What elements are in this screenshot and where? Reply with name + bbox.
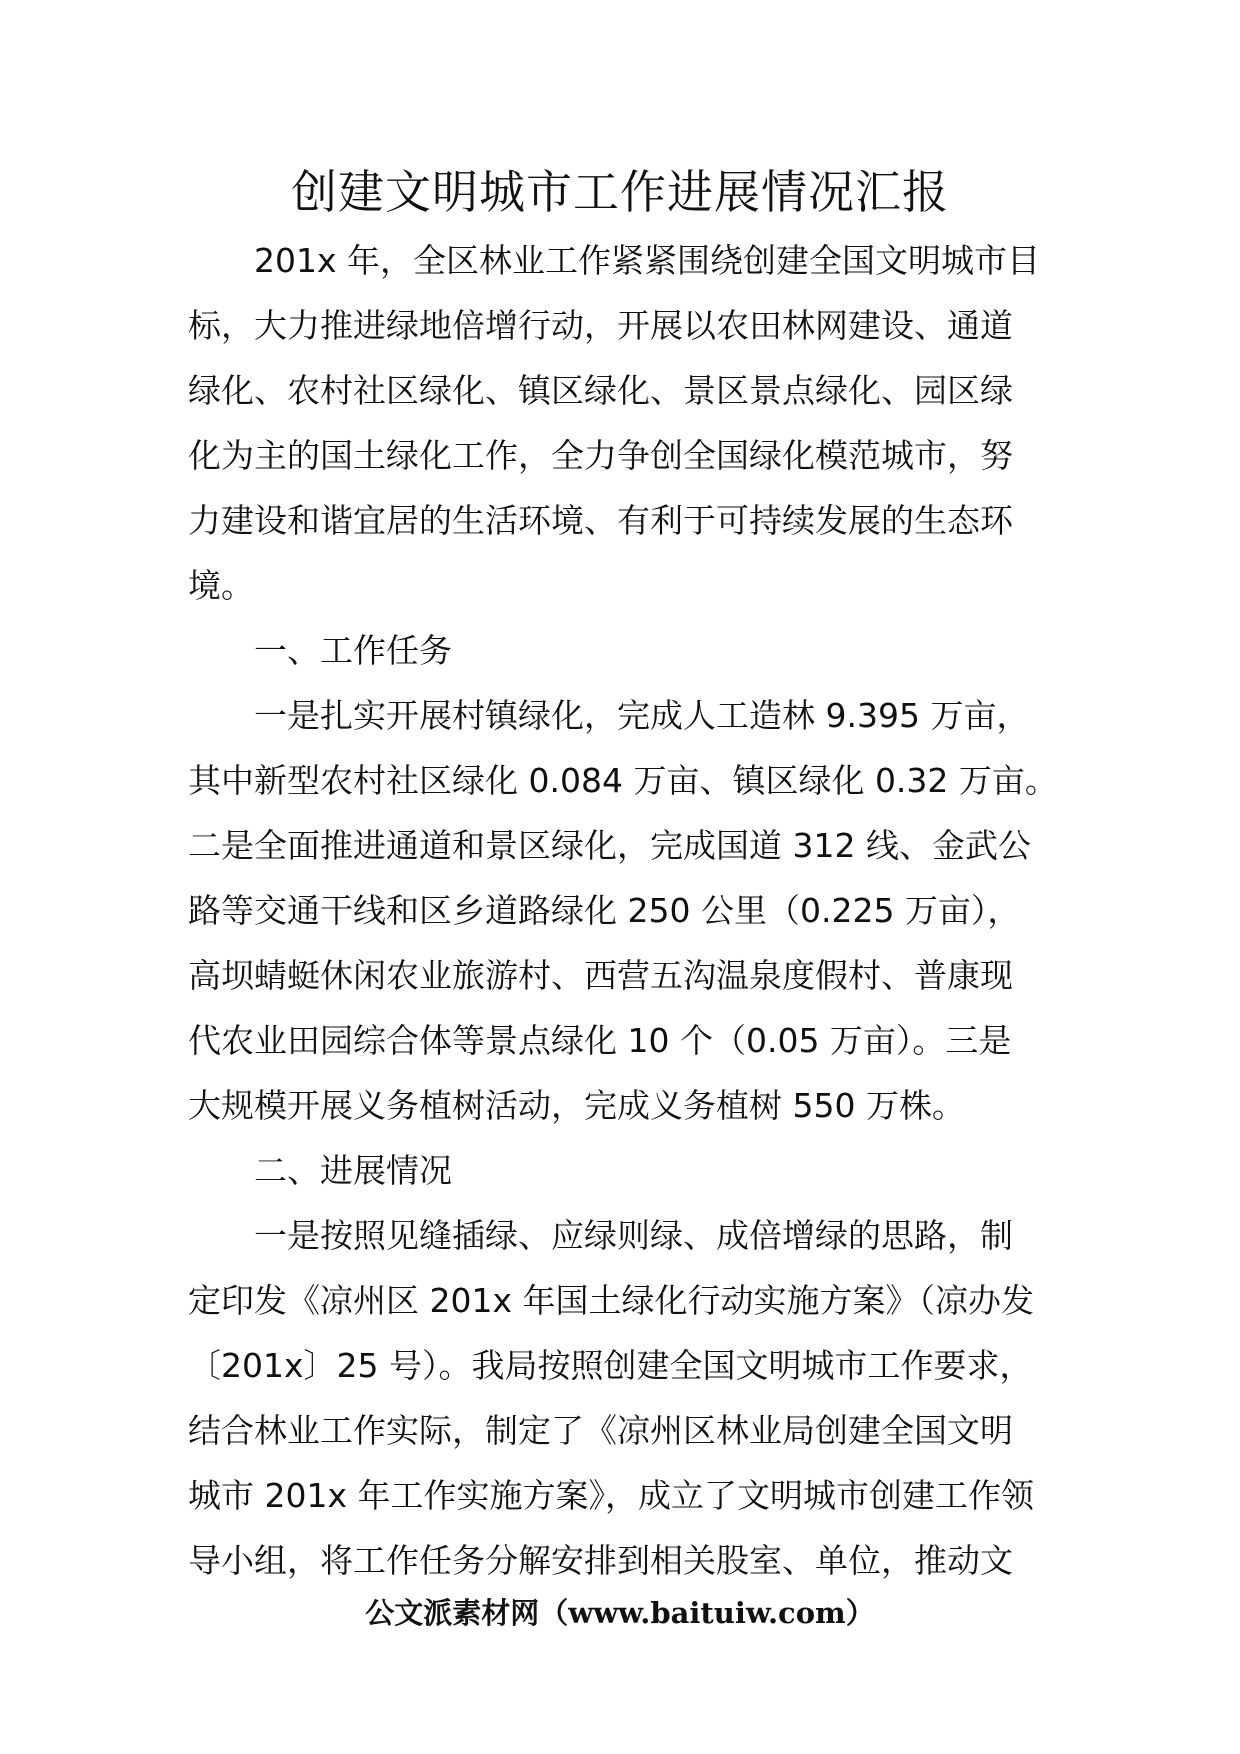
section-heading: 二、进展情况 [254,1151,452,1190]
paragraph-line: 一是按照见缝插绿、应绿则绿、成倍增绿的思路，制 [254,1216,1013,1255]
paragraph-line: 〔201x〕25 号）。我局按照创建全国文明城市工作要求， [188,1346,1033,1385]
paragraph-line: 代农业田园综合体等景点绿化 10 个（0.05 万亩）。三是 [188,1021,1012,1060]
paragraph-line: 城市 201x 年工作实施方案》，成立了文明城市创建工作领 [188,1476,1034,1515]
paragraph-line: 201x 年，全区林业工作紧紧围绕创建全国文明城市目 [254,241,1041,280]
document-body [188,228,1078,1593]
paragraph-line: 定印发《凉州区 201x 年国土绿化行动实施方案》（凉办发 [188,1281,1034,1320]
document-title: 创建文明城市工作进展情况汇报 [291,165,949,219]
section-heading: 一、工作任务 [254,631,452,670]
paragraph-line: 二是全面推进通道和景区绿化，完成国道 312 线、金武公 [188,826,1031,865]
paragraph-line: 力建设和谐宜居的生活环境、有利于可持续发展的生态环 [188,501,1013,540]
paragraph-line: 一是扎实开展村镇绿化，完成人工造林 9.395 万亩， [254,696,1030,735]
paragraph-line: 导小组，将工作任务分解安排到相关股室、单位，推动文 [188,1541,1013,1580]
paragraph-line: 其中新型农村社区绿化 0.084 万亩、镇区绿化 0.32 万亩。 [188,761,1058,800]
paragraph-line: 路等交通干线和区乡道路绿化 250 公里（0.225 万亩）， [188,891,1021,930]
paragraph-line: 境。 [188,566,254,605]
paragraph-line: 大规模开展义务植树活动，完成义务植树 550 万株。 [188,1086,965,1125]
page-footer-watermark: 公文派素材网（www.baituiw.com） [365,1596,875,1630]
paragraph-line: 标，大力推进绿地倍增行动，开展以农田林网建设、通道 [188,306,1013,345]
paragraph-line: 绿化、农村社区绿化、镇区绿化、景区景点绿化、园区绿 [188,371,1013,410]
paragraph-line: 结合林业工作实际，制定了《凉州区林业局创建全国文明 [188,1411,1013,1450]
paragraph-line: 化为主的国土绿化工作，全力争创全国绿化模范城市，努 [188,436,1013,475]
paragraph-line: 高坝蜻蜓休闲农业旅游村、西营五沟温泉度假村、普康现 [188,956,1013,995]
